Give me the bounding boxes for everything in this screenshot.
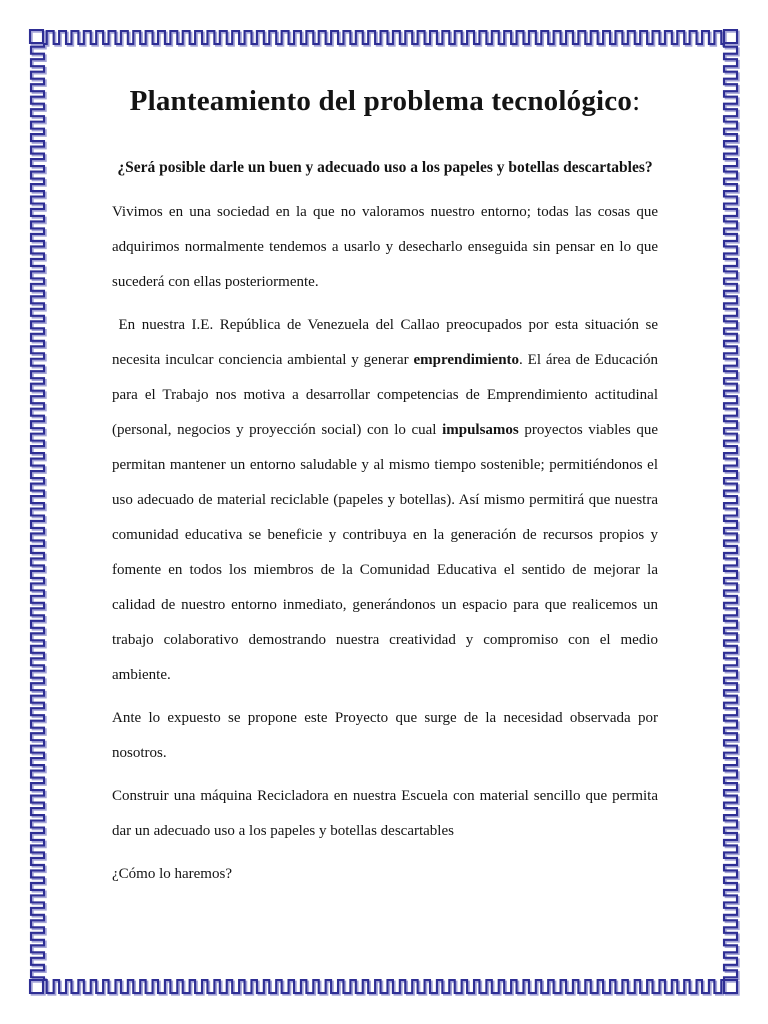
paragraph: [112, 308, 658, 693]
border-segment: [726, 982, 739, 995]
border-segment: [46, 982, 726, 995]
paragraph: [112, 857, 658, 892]
document-body: [112, 195, 658, 892]
text-segment: Vivimos en una sociedad en la que no valoramos nuestro entorno; todas las cosas que adquirimos normalmente tendemos a usarlo y desecharlo enseguida sin pensar en lo que sucederá con ellas posteriormente.: [112, 204, 658, 290]
page-title: [112, 84, 658, 118]
text-segment: proyectos viables que permitan mantener un entorno saludable y al mismo tiempo sostenible; permitiéndonos el uso adecuado de material reciclable (papeles y botellas). Así mismo permitirá que nuestra comunidad educativa se beneficie y contribuya en la generación de recursos propios y fomente en todos los miembros de la Comunidad Educativa el sentido de mejorar la calidad de nuestro entorno inmediato, generándonos un espacio para que realicemos un trabajo colaborativo demostrando nuestra creatividad y compromiso con el medio ambiente.: [112, 422, 658, 683]
paragraph: [112, 701, 658, 771]
page-title-text: Planteamiento del problema tecnológico: [129, 85, 633, 117]
text-segment: En nuestra I.E. República de Venezuela del Callao preocupados por esta situación se necesita inculcar conciencia ambiental y generar: [112, 317, 658, 368]
text-segment: Construir una máquina Recicladora en nuestra Escuela con material sencillo que permita dar un adecuado uso a los papeles y botellas descartables: [112, 788, 658, 839]
bold-text-segment: emprendimiento: [413, 352, 520, 368]
bold-text-segment: impulsamos: [442, 422, 519, 438]
text-segment: Ante lo expuesto se propone este Proyecto que surge de la necesidad observada por nosotros.: [112, 710, 658, 761]
border-segment: [30, 980, 43, 993]
paragraph: [112, 779, 658, 849]
paragraph: [112, 195, 658, 300]
page-title-colon: :: [632, 85, 641, 117]
text-segment: . El área de Educación para el Trabajo nos motiva a desarrollar competencias de Emprendimiento actitudinal (personal, negocios y proyección social) con lo cual: [112, 352, 658, 438]
text-segment: ¿Cómo lo haremos?: [112, 866, 232, 882]
document-subtitle: ¿Será posible darle un buen y adecuado uso a los papeles y botellas descartables?: [117, 159, 653, 176]
border-segment: [724, 980, 737, 993]
border-segment: [44, 980, 724, 993]
border-segment: [32, 982, 45, 995]
